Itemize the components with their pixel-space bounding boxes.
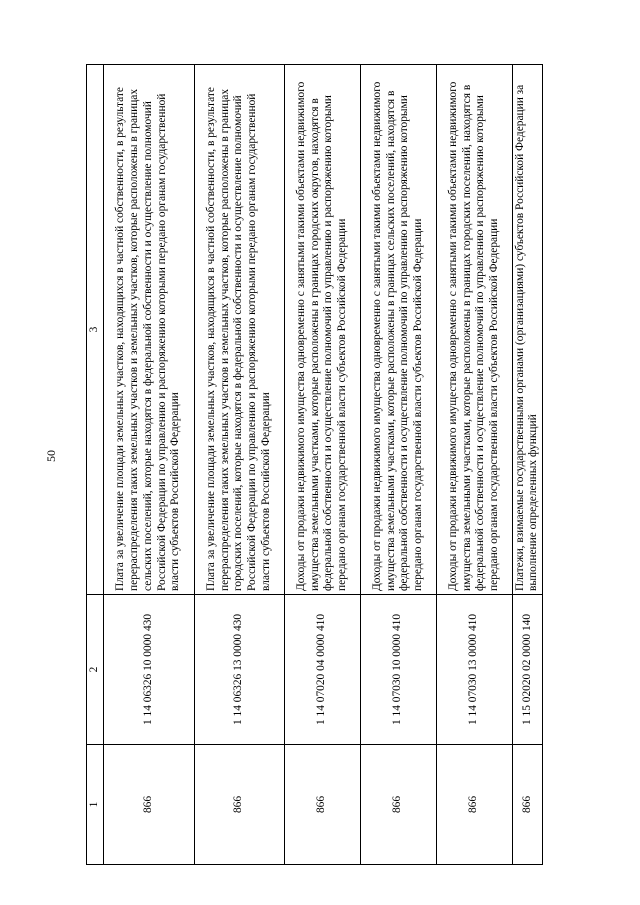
- column-header-3: 3: [87, 65, 104, 595]
- description-cell: Платежи, взимаемые государственными органами (организациями) субъектов Российской Федерации за выполнение определенных функций: [512, 65, 542, 595]
- revenue-codes-table: [86, 64, 543, 865]
- revenue-code-cell: 1 14 07030 13 0000 410: [436, 595, 512, 745]
- description-cell: Доходы от продажи недвижимого имущества одновременно с занятыми такими объектами недвижимого имущества земельными участками, которые расположены в границах сельских поселений, находятся в федеральной собственности и осуществление полномочий по управлению и распоряжению которыми передано органам государственной власти субъектов Российской Федерации: [360, 65, 436, 595]
- description-cell: Плата за увеличение площади земельных участков, находящихся в частной собственности, в результате перераспределения таких земельных участков и земельных участков, которые расположены в границах сельских поселений, которые находятся в федеральной собственности и осуществление полномочий Российской Федерации по управлению и распоряжению которыми передано органам государственной власти субъектов Российской Федерации: [103, 65, 194, 595]
- revenue-code-cell: 1 14 07030 10 0000 410: [360, 595, 436, 745]
- page-number: 50: [44, 450, 58, 462]
- description-cell: Доходы от продажи недвижимого имущества одновременно с занятыми такими объектами недвижимого имущества земельными участками, которые расположены в границах городских поселений, находятся в федеральной собственности и осуществление полномочий по управлению и распоряжению которыми передано органам государственной власти субъектов Российской Федерации: [436, 65, 512, 595]
- admin-code-cell: 866: [284, 745, 360, 865]
- description-cell: Плата за увеличение площади земельных участков, находящихся в частной собственности, в результате перераспределения таких земельных участков и земельных участков, которые расположены в границах городских поселений, которые находятся в федеральной собственности и осуществление полномочий Российской Федерации по управлению и распоряжению которыми передано органам государственной власти субъектов Российской Федерации: [194, 65, 284, 595]
- revenue-code-cell: 1 14 06326 13 0000 430: [194, 595, 284, 745]
- table-row: [360, 65, 436, 865]
- column-header-2: 2: [87, 595, 104, 745]
- admin-code-cell: 866: [512, 745, 542, 865]
- table-row: [436, 65, 512, 865]
- rotated-table-container: [86, 65, 540, 865]
- column-header-1: 1: [87, 745, 104, 865]
- description-cell: Доходы от продажи недвижимого имущества одновременно с занятыми такими объектами недвижимого имущества земельными участками, которые расположены в границах городских округов, находятся в федеральной собственности и осуществление полномочий по управлению и распоряжению которыми передано органам государственной власти субъектов Российской Федерации: [284, 65, 360, 595]
- table-row: [194, 65, 284, 865]
- revenue-code-cell: 1 15 02020 02 0000 140: [512, 595, 542, 745]
- table-page-area: [86, 65, 540, 865]
- table-row: [103, 65, 194, 865]
- admin-code-cell: 866: [360, 745, 436, 865]
- admin-code-cell: 866: [436, 745, 512, 865]
- revenue-code-cell: 1 14 07020 04 0000 410: [284, 595, 360, 745]
- admin-code-cell: 866: [194, 745, 284, 865]
- table-header-row: [87, 65, 104, 865]
- table-row: [284, 65, 360, 865]
- admin-code-cell: 866: [103, 745, 194, 865]
- revenue-code-cell: 1 14 06326 10 0000 430: [103, 595, 194, 745]
- table-row: [512, 65, 542, 865]
